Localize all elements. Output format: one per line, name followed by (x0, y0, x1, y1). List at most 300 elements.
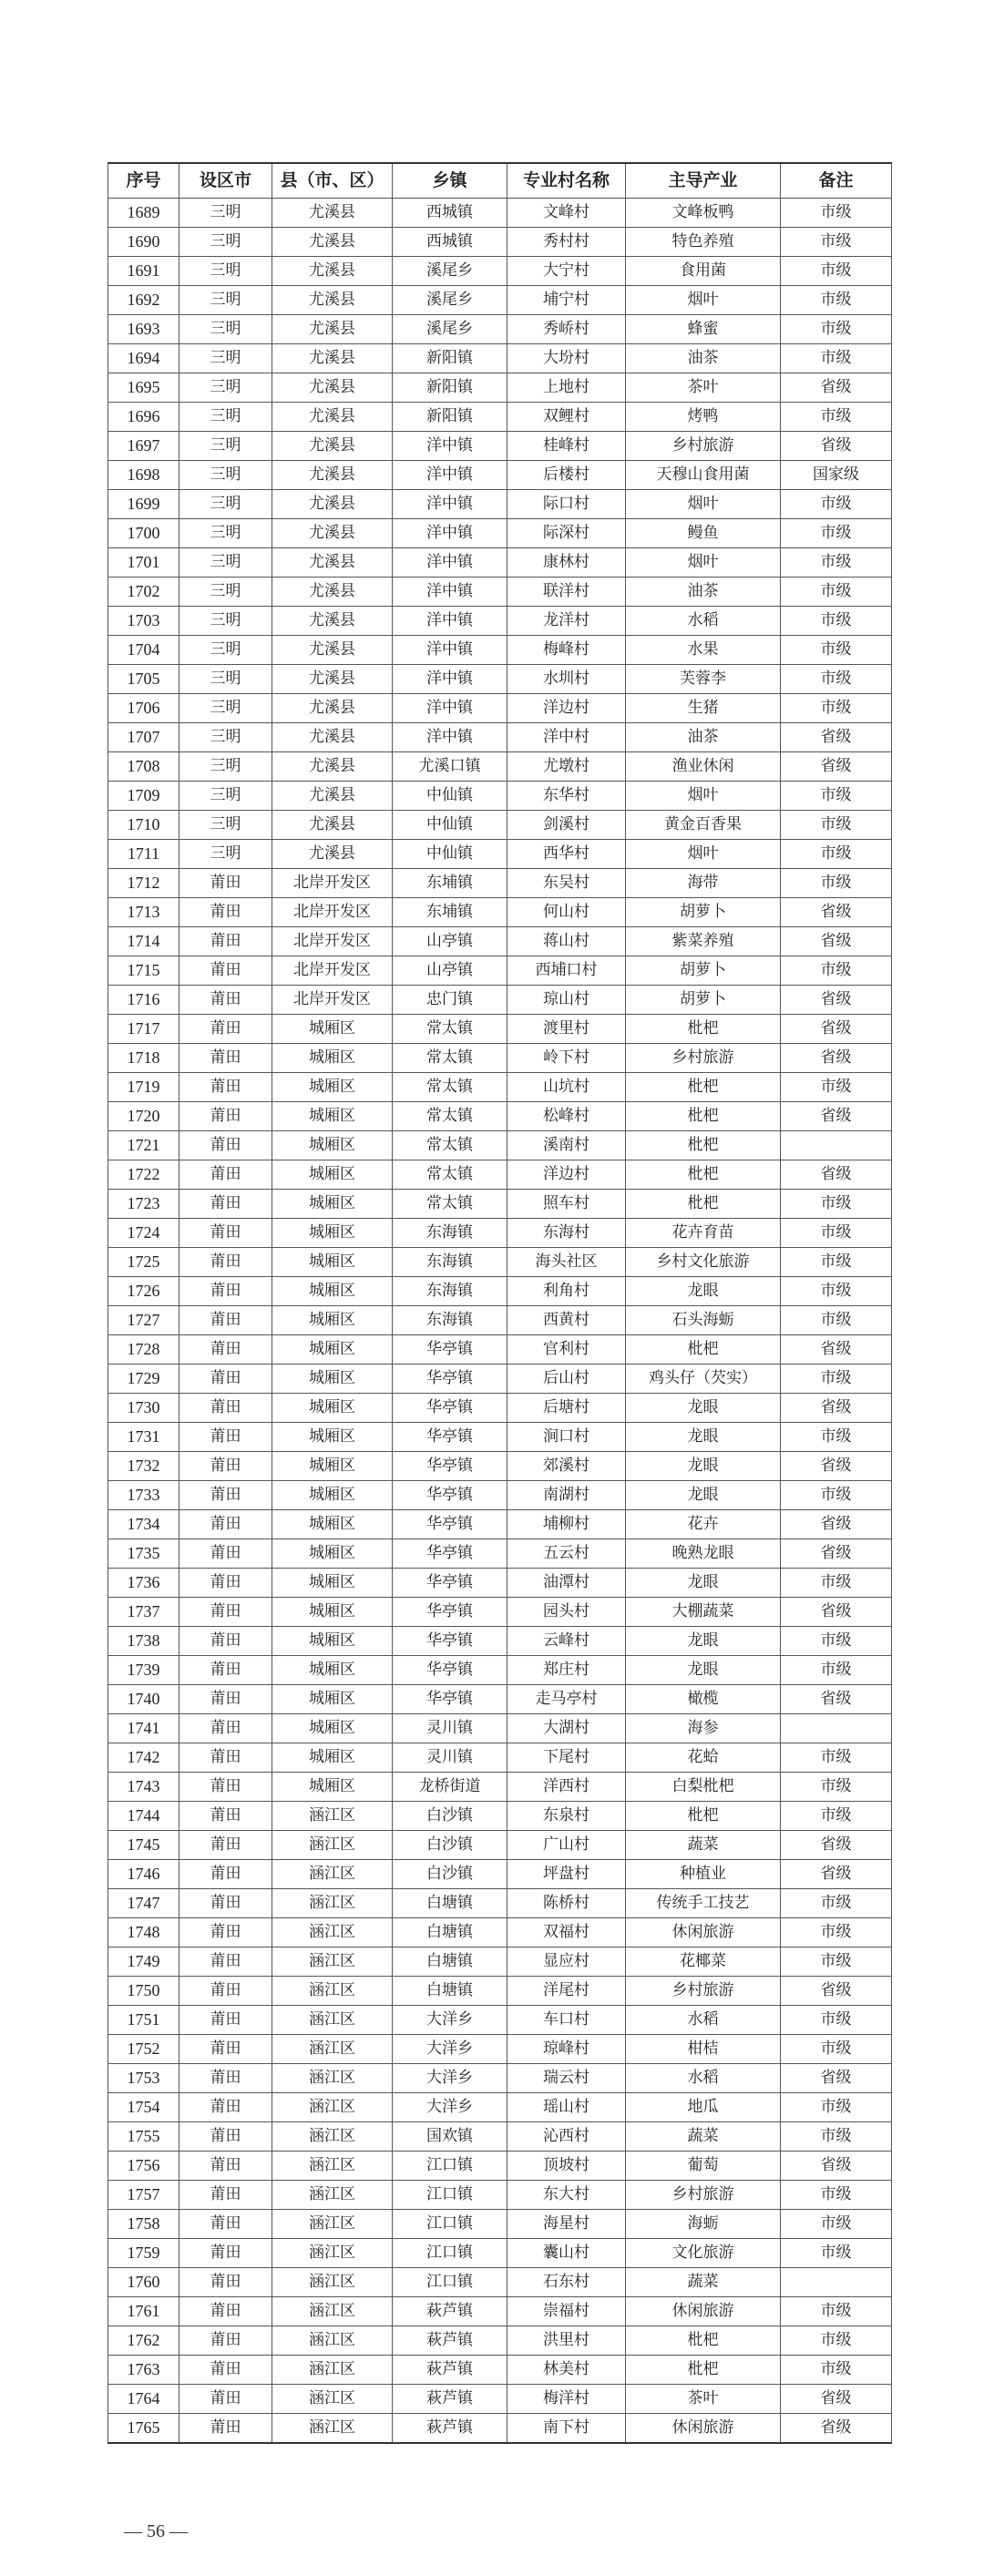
cell-township: 大洋乡 (393, 2093, 507, 2122)
cell-township: 山亭镇 (393, 927, 507, 956)
table-row (108, 1335, 892, 1365)
table-row (108, 1569, 892, 1598)
cell-remark: 市级 (781, 869, 892, 898)
cell-township: 白塘镇 (393, 1977, 507, 2006)
cell-index: 1737 (108, 1598, 179, 1627)
table-row (108, 403, 892, 432)
cell-county: 城厢区 (272, 1423, 393, 1452)
cell-township: 洋中镇 (393, 636, 507, 665)
header-county: 县（市、区） (272, 163, 393, 199)
cell-county: 北岸开发区 (272, 898, 393, 927)
cell-index: 1738 (108, 1627, 179, 1656)
cell-industry: 胡萝卜 (626, 898, 781, 927)
table-row (108, 199, 892, 228)
cell-county: 尤溪县 (272, 373, 393, 403)
cell-index: 1764 (108, 2385, 179, 2414)
cell-county: 涵江区 (272, 2152, 393, 2181)
cell-industry: 乡村旅游 (626, 1977, 781, 2006)
header-industry: 主导产业 (626, 163, 781, 199)
cell-county: 涵江区 (272, 2064, 393, 2093)
cell-township: 华亭镇 (393, 1569, 507, 1598)
cell-village: 车口村 (507, 2006, 626, 2035)
cell-village: 林美村 (507, 2356, 626, 2385)
cell-village: 利角村 (507, 1277, 626, 1306)
cell-county: 尤溪县 (272, 257, 393, 286)
table-row (108, 2035, 892, 2064)
cell-village: 秀峤村 (507, 315, 626, 344)
table-row (108, 840, 892, 869)
cell-village: 涧口村 (507, 1423, 626, 1452)
cell-city: 莆田 (179, 1831, 272, 1860)
cell-remark: 市级 (781, 1947, 892, 1977)
cell-township: 华亭镇 (393, 1598, 507, 1627)
table-row (108, 1015, 892, 1044)
cell-township: 东海镇 (393, 1306, 507, 1335)
cell-county: 城厢区 (272, 1015, 393, 1044)
cell-township: 中仙镇 (393, 840, 507, 869)
cell-industry: 海参 (626, 1714, 781, 1743)
cell-city: 三明 (179, 811, 272, 840)
cell-county: 城厢区 (272, 1394, 393, 1423)
cell-city: 莆田 (179, 1102, 272, 1131)
cell-industry: 水稻 (626, 2064, 781, 2093)
table-row (108, 1773, 892, 1802)
cell-village: 山坑村 (507, 1073, 626, 1102)
cell-remark: 市级 (781, 1743, 892, 1773)
table-row (108, 1860, 892, 1889)
table-row (108, 519, 892, 548)
cell-city: 莆田 (179, 1510, 272, 1539)
cell-township: 西城镇 (393, 228, 507, 257)
cell-village: 走马亭村 (507, 1685, 626, 1714)
cell-village: 双鲤村 (507, 403, 626, 432)
cell-county: 涵江区 (272, 1918, 393, 1947)
cell-industry: 渔业休闲 (626, 752, 781, 782)
cell-city: 莆田 (179, 1306, 272, 1335)
cell-city: 莆田 (179, 1743, 272, 1773)
cell-remark: 市级 (781, 2356, 892, 2385)
table-row (108, 2239, 892, 2268)
cell-industry: 烟叶 (626, 286, 781, 315)
cell-remark: 市级 (781, 840, 892, 869)
cell-remark: 省级 (781, 1452, 892, 1481)
cell-index: 1733 (108, 1481, 179, 1510)
cell-industry: 茶叶 (626, 373, 781, 403)
cell-industry: 传统手工技艺 (626, 1889, 781, 1918)
table-row (108, 1190, 892, 1219)
cell-township: 洋中镇 (393, 578, 507, 607)
cell-city: 莆田 (179, 1889, 272, 1918)
cell-village: 琼山村 (507, 986, 626, 1015)
cell-county: 城厢区 (272, 1365, 393, 1394)
cell-index: 1707 (108, 723, 179, 752)
cell-county: 尤溪县 (272, 752, 393, 782)
cell-index: 1754 (108, 2093, 179, 2122)
cell-remark: 省级 (781, 1685, 892, 1714)
cell-city: 莆田 (179, 1073, 272, 1102)
cell-industry: 水果 (626, 636, 781, 665)
cell-township: 常太镇 (393, 1131, 507, 1160)
cell-index: 1703 (108, 607, 179, 636)
cell-remark: 市级 (781, 1802, 892, 1831)
cell-remark: 省级 (781, 1160, 892, 1190)
cell-village: 剑溪村 (507, 811, 626, 840)
table-row (108, 1743, 892, 1773)
cell-village: 南下村 (507, 2414, 626, 2444)
cell-remark (781, 1131, 892, 1160)
cell-index: 1731 (108, 1423, 179, 1452)
cell-county: 城厢区 (272, 1627, 393, 1656)
table-row (108, 461, 892, 490)
cell-city: 莆田 (179, 1044, 272, 1073)
cell-county: 北岸开发区 (272, 927, 393, 956)
cell-industry: 水稻 (626, 607, 781, 636)
cell-index: 1743 (108, 1773, 179, 1802)
cell-city: 莆田 (179, 927, 272, 956)
cell-county: 城厢区 (272, 1656, 393, 1685)
cell-village: 大坋村 (507, 344, 626, 373)
cell-index: 1744 (108, 1802, 179, 1831)
table-row (108, 1598, 892, 1627)
cell-remark: 市级 (781, 782, 892, 811)
cell-township: 东海镇 (393, 1219, 507, 1248)
cell-village: 文峰村 (507, 199, 626, 228)
table-row (108, 1394, 892, 1423)
cell-township: 尤溪口镇 (393, 752, 507, 782)
cell-city: 莆田 (179, 1656, 272, 1685)
cell-city: 莆田 (179, 2297, 272, 2326)
table-row (108, 986, 892, 1015)
cell-village: 云峰村 (507, 1627, 626, 1656)
cell-remark: 省级 (781, 1102, 892, 1131)
cell-remark: 市级 (781, 519, 892, 548)
cell-industry: 茶叶 (626, 2385, 781, 2414)
cell-village: 东吴村 (507, 869, 626, 898)
cell-township: 大洋乡 (393, 2006, 507, 2035)
cell-village: 瑞云村 (507, 2064, 626, 2093)
cell-remark: 市级 (781, 199, 892, 228)
cell-industry: 黄金百香果 (626, 811, 781, 840)
cell-city: 莆田 (179, 1569, 272, 1598)
table-row (108, 1248, 892, 1277)
cell-industry: 花卉育苗 (626, 1219, 781, 1248)
cell-industry: 天穆山食用菌 (626, 461, 781, 490)
cell-township: 华亭镇 (393, 1685, 507, 1714)
cell-index: 1715 (108, 956, 179, 986)
cell-remark: 市级 (781, 607, 892, 636)
cell-county: 尤溪县 (272, 665, 393, 694)
cell-index: 1736 (108, 1569, 179, 1598)
table-body (108, 199, 892, 2444)
table-row (108, 2326, 892, 2356)
cell-industry: 油茶 (626, 578, 781, 607)
cell-city: 三明 (179, 403, 272, 432)
cell-village: 瑶山村 (507, 2093, 626, 2122)
cell-village: 秀村村 (507, 228, 626, 257)
table-row (108, 723, 892, 752)
table-row (108, 1714, 892, 1743)
cell-city: 莆田 (179, 1539, 272, 1569)
cell-index: 1755 (108, 2122, 179, 2152)
cell-index: 1749 (108, 1947, 179, 1977)
cell-county: 尤溪县 (272, 578, 393, 607)
cell-village: 上地村 (507, 373, 626, 403)
cell-township: 江口镇 (393, 2152, 507, 2181)
cell-village: 照车村 (507, 1190, 626, 1219)
table-row (108, 694, 892, 723)
village-table (108, 162, 892, 2444)
cell-remark: 省级 (781, 752, 892, 782)
cell-index: 1757 (108, 2181, 179, 2210)
cell-industry: 特色养殖 (626, 228, 781, 257)
cell-county: 涵江区 (272, 2356, 393, 2385)
cell-remark: 市级 (781, 2006, 892, 2035)
cell-industry: 紫菜养殖 (626, 927, 781, 956)
cell-city: 莆田 (179, 2181, 272, 2210)
cell-county: 涵江区 (272, 1889, 393, 1918)
cell-index: 1730 (108, 1394, 179, 1423)
cell-county: 尤溪县 (272, 286, 393, 315)
cell-index: 1756 (108, 2152, 179, 2181)
cell-city: 莆田 (179, 1015, 272, 1044)
cell-township: 东埔镇 (393, 869, 507, 898)
cell-industry: 芙蓉李 (626, 665, 781, 694)
cell-remark: 市级 (781, 1656, 892, 1685)
table-row (108, 1977, 892, 2006)
cell-index: 1713 (108, 898, 179, 927)
cell-township: 常太镇 (393, 1073, 507, 1102)
table-row (108, 257, 892, 286)
cell-township: 华亭镇 (393, 1394, 507, 1423)
cell-industry: 文峰板鸭 (626, 199, 781, 228)
cell-remark: 市级 (781, 548, 892, 578)
cell-industry: 大棚蔬菜 (626, 1598, 781, 1627)
table-row (108, 2152, 892, 2181)
cell-index: 1691 (108, 257, 179, 286)
cell-remark: 省级 (781, 898, 892, 927)
cell-city: 三明 (179, 752, 272, 782)
table-row (108, 1160, 892, 1190)
cell-city: 莆田 (179, 1773, 272, 1802)
cell-remark: 市级 (781, 2035, 892, 2064)
table-row (108, 578, 892, 607)
cell-industry: 休闲旅游 (626, 2297, 781, 2326)
cell-remark: 市级 (781, 2326, 892, 2356)
cell-index: 1762 (108, 2326, 179, 2356)
cell-industry: 油茶 (626, 723, 781, 752)
table-row (108, 2385, 892, 2414)
table-row (108, 2297, 892, 2326)
cell-township: 华亭镇 (393, 1481, 507, 1510)
cell-index: 1761 (108, 2297, 179, 2326)
table-row (108, 1685, 892, 1714)
table-row (108, 1918, 892, 1947)
cell-city: 三明 (179, 578, 272, 607)
cell-index: 1698 (108, 461, 179, 490)
cell-township: 华亭镇 (393, 1510, 507, 1539)
cell-city: 莆田 (179, 2006, 272, 2035)
cell-county: 涵江区 (272, 2385, 393, 2414)
cell-township: 华亭镇 (393, 1627, 507, 1656)
cell-industry: 蔬菜 (626, 1831, 781, 1860)
cell-remark: 市级 (781, 578, 892, 607)
cell-index: 1735 (108, 1539, 179, 1569)
cell-village: 沁西村 (507, 2122, 626, 2152)
cell-city: 莆田 (179, 1685, 272, 1714)
cell-township: 洋中镇 (393, 519, 507, 548)
cell-remark: 市级 (781, 1889, 892, 1918)
cell-village: 下尾村 (507, 1743, 626, 1773)
cell-industry: 乡村旅游 (626, 1044, 781, 1073)
cell-index: 1725 (108, 1248, 179, 1277)
cell-remark: 市级 (781, 2122, 892, 2152)
cell-remark: 国家级 (781, 461, 892, 490)
cell-village: 际深村 (507, 519, 626, 548)
cell-city: 莆田 (179, 1190, 272, 1219)
cell-township: 白塘镇 (393, 1889, 507, 1918)
cell-township: 东海镇 (393, 1248, 507, 1277)
cell-industry: 烟叶 (626, 548, 781, 578)
cell-index: 1740 (108, 1685, 179, 1714)
cell-township: 西城镇 (393, 199, 507, 228)
cell-index: 1719 (108, 1073, 179, 1102)
cell-index: 1732 (108, 1452, 179, 1481)
cell-county: 城厢区 (272, 1685, 393, 1714)
cell-city: 莆田 (179, 1481, 272, 1510)
cell-county: 城厢区 (272, 1277, 393, 1306)
cell-city: 三明 (179, 519, 272, 548)
cell-remark: 省级 (781, 1044, 892, 1073)
cell-county: 尤溪县 (272, 228, 393, 257)
cell-industry: 柑桔 (626, 2035, 781, 2064)
cell-village: 东海村 (507, 1219, 626, 1248)
cell-township: 洋中镇 (393, 694, 507, 723)
cell-industry: 乡村旅游 (626, 2181, 781, 2210)
table-row (108, 1073, 892, 1102)
cell-industry: 龙眼 (626, 1569, 781, 1598)
cell-index: 1712 (108, 869, 179, 898)
cell-industry: 种植业 (626, 1860, 781, 1889)
cell-city: 莆田 (179, 2122, 272, 2152)
cell-industry: 烟叶 (626, 840, 781, 869)
cell-township: 洋中镇 (393, 490, 507, 519)
cell-county: 城厢区 (272, 1569, 393, 1598)
table-row (108, 344, 892, 373)
cell-remark: 省级 (781, 2385, 892, 2414)
cell-township: 白沙镇 (393, 1860, 507, 1889)
cell-township: 溪尾乡 (393, 286, 507, 315)
cell-remark: 省级 (781, 927, 892, 956)
cell-industry: 烤鸭 (626, 403, 781, 432)
cell-township: 灵川镇 (393, 1743, 507, 1773)
table-row (108, 927, 892, 956)
cell-index: 1734 (108, 1510, 179, 1539)
cell-index: 1693 (108, 315, 179, 344)
cell-industry: 枇杷 (626, 1160, 781, 1190)
cell-county: 北岸开发区 (272, 986, 393, 1015)
cell-county: 涵江区 (272, 1947, 393, 1977)
table-row (108, 1306, 892, 1335)
table-row (108, 548, 892, 578)
cell-village: 龙洋村 (507, 607, 626, 636)
cell-industry: 鳗鱼 (626, 519, 781, 548)
cell-city: 莆田 (179, 1423, 272, 1452)
cell-index: 1714 (108, 927, 179, 956)
table-row (108, 1452, 892, 1481)
cell-township: 大洋乡 (393, 2035, 507, 2064)
cell-village: 官利村 (507, 1335, 626, 1365)
table-row (108, 1481, 892, 1510)
table-row (108, 1277, 892, 1306)
cell-remark: 省级 (781, 2152, 892, 2181)
cell-village: 崇福村 (507, 2297, 626, 2326)
table-row (108, 665, 892, 694)
cell-remark: 市级 (781, 2297, 892, 2326)
cell-village: 油潭村 (507, 1569, 626, 1598)
cell-county: 城厢区 (272, 1044, 393, 1073)
cell-remark: 市级 (781, 1277, 892, 1306)
cell-index: 1765 (108, 2414, 179, 2444)
cell-county: 涵江区 (272, 1831, 393, 1860)
cell-remark: 市级 (781, 956, 892, 986)
cell-city: 莆田 (179, 2035, 272, 2064)
cell-city: 莆田 (179, 2152, 272, 2181)
cell-county: 尤溪县 (272, 199, 393, 228)
cell-city: 莆田 (179, 1160, 272, 1190)
cell-township: 华亭镇 (393, 1335, 507, 1365)
cell-industry: 胡萝卜 (626, 986, 781, 1015)
cell-county: 尤溪县 (272, 607, 393, 636)
cell-township: 灵川镇 (393, 1714, 507, 1743)
cell-village: 囊山村 (507, 2239, 626, 2268)
cell-village: 洪里村 (507, 2326, 626, 2356)
cell-county: 涵江区 (272, 2035, 393, 2064)
cell-county: 涵江区 (272, 2268, 393, 2297)
cell-industry: 蔬菜 (626, 2122, 781, 2152)
cell-township: 华亭镇 (393, 1365, 507, 1394)
cell-industry: 烟叶 (626, 490, 781, 519)
cell-village: 东泉村 (507, 1802, 626, 1831)
cell-city: 三明 (179, 665, 272, 694)
cell-village: 洋边村 (507, 1160, 626, 1190)
table-row (108, 2268, 892, 2297)
header-index: 序号 (108, 163, 179, 199)
cell-county: 涵江区 (272, 2297, 393, 2326)
cell-remark: 省级 (781, 1335, 892, 1365)
cell-city: 三明 (179, 490, 272, 519)
cell-county: 涵江区 (272, 1860, 393, 1889)
cell-index: 1711 (108, 840, 179, 869)
cell-village: 广山村 (507, 1831, 626, 1860)
cell-township: 新阳镇 (393, 373, 507, 403)
cell-remark: 市级 (781, 257, 892, 286)
header-township: 乡镇 (393, 163, 507, 199)
cell-county: 尤溪县 (272, 344, 393, 373)
cell-village: 何山村 (507, 898, 626, 927)
cell-township: 洋中镇 (393, 665, 507, 694)
cell-industry: 龙眼 (626, 1277, 781, 1306)
cell-city: 三明 (179, 694, 272, 723)
cell-index: 1727 (108, 1306, 179, 1335)
cell-township: 常太镇 (393, 1015, 507, 1044)
cell-village: 大湖村 (507, 1714, 626, 1743)
cell-city: 莆田 (179, 1714, 272, 1743)
cell-index: 1763 (108, 2356, 179, 2385)
cell-township: 华亭镇 (393, 1423, 507, 1452)
cell-village: 后塘村 (507, 1394, 626, 1423)
cell-remark: 市级 (781, 315, 892, 344)
cell-village: 海星村 (507, 2210, 626, 2239)
